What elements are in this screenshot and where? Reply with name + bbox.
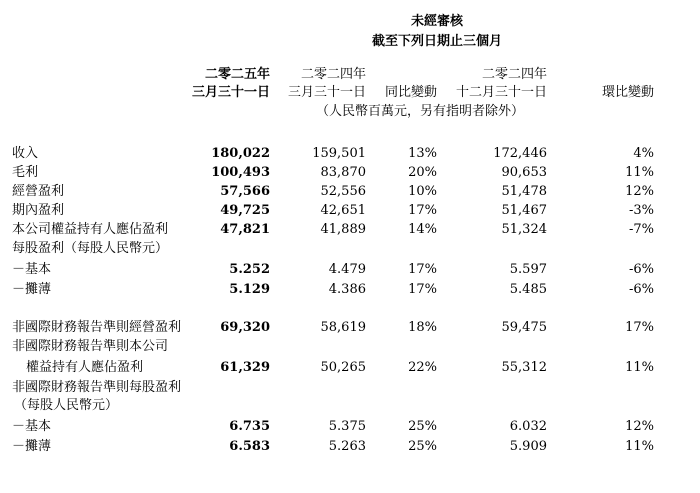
cell-q1-2024: 52,556 [320,184,366,199]
cell-q1-2024: 4.386 [328,282,366,297]
row-label: 本公司權益持有人應佔盈利 [12,222,169,237]
cell-yoy-change: 17% [408,282,437,297]
col2-header-line1: 二零二四年 [300,67,366,82]
table-row [0,398,700,414]
row-label: 非國際財務報告準則每股盈利 [12,380,182,395]
row-label: （每股人民幣元） [14,398,119,413]
cell-q4-2024: 90,653 [501,165,547,180]
row-label: 經營盈利 [12,184,65,199]
cell-q4-2024: 5.485 [509,282,547,297]
cell-q1-2025: 57,566 [220,184,270,199]
cell-yoy-change: 20% [408,165,437,180]
table-row [0,320,700,336]
row-label: －基本 [12,262,52,277]
table-row [0,419,700,435]
col2-header-line2: 三月三十一日 [287,85,366,100]
unaudited-heading: 未經審核 [410,14,464,29]
table-row [0,146,700,162]
cell-yoy-change: 17% [408,262,437,277]
cell-q1-2024: 5.263 [328,439,366,454]
cell-q1-2024: 41,889 [320,222,366,237]
table-row [0,222,700,238]
cell-q1-2025: 47,821 [220,222,270,237]
cell-q1-2024: 159,501 [312,146,366,161]
cell-qoq-change: 11% [625,360,654,375]
row-label: 每股盈利（每股人民幣元） [12,241,169,256]
table-row [0,241,700,257]
row-label: 非國際財務報告準則經營盈利 [12,320,182,335]
cell-q4-2024: 5.597 [509,262,547,277]
col1-header-line1: 二零二五年 [204,67,270,82]
row-label: －攤薄 [12,282,52,297]
cell-q1-2025: 180,022 [211,146,270,161]
cell-yoy-change: 14% [408,222,437,237]
unit-note: （人民幣百萬元，另有指明者除外） [315,104,525,119]
cell-qoq-change: 12% [625,419,654,434]
row-label: 期內盈利 [12,203,65,218]
col3-header: 同比變動 [384,85,437,100]
cell-qoq-change: 12% [625,184,654,199]
cell-q1-2025: 100,493 [211,165,270,180]
table-row [0,184,700,200]
row-label: 非國際財務報告準則本公司 [12,339,169,354]
cell-q1-2024: 42,651 [320,203,366,218]
cell-q4-2024: 51,467 [501,203,547,218]
table-row [0,203,700,219]
row-label: －攤薄 [12,439,52,454]
cell-q1-2025: 5.252 [229,262,270,277]
cell-q1-2025: 5.129 [229,282,270,297]
col4-header-line1: 二零二四年 [481,67,547,82]
cell-qoq-change: 17% [625,320,654,335]
table-row [0,165,700,181]
table-row [0,339,700,355]
cell-q1-2024: 83,870 [320,165,366,180]
row-label: 權益持有人應佔盈利 [26,360,144,375]
cell-yoy-change: 22% [408,360,437,375]
cell-q4-2024: 51,478 [501,184,547,199]
col1-header-line2: 三月三十一日 [191,85,270,100]
cell-q1-2024: 58,619 [320,320,366,335]
cell-q4-2024: 51,324 [501,222,547,237]
cell-qoq-change: 4% [633,146,654,161]
row-label: －基本 [12,419,52,434]
cell-q4-2024: 55,312 [501,360,547,375]
cell-q4-2024: 6.032 [509,419,547,434]
cell-q1-2025: 69,320 [220,320,270,335]
cell-qoq-change: -3% [628,203,654,218]
col4-header-line2: 十二月三十一日 [455,85,547,100]
cell-q1-2024: 50,265 [320,360,366,375]
cell-q4-2024: 172,446 [493,146,547,161]
cell-qoq-change: 11% [625,439,654,454]
cell-yoy-change: 18% [408,320,437,335]
col5-header: 環比變動 [601,85,654,100]
row-label: 收入 [12,146,39,161]
cell-qoq-change: 11% [625,165,654,180]
cell-q4-2024: 5.909 [509,439,547,454]
table-row [0,282,700,298]
cell-q1-2025: 6.735 [229,419,270,434]
cell-qoq-change: -6% [628,262,654,277]
cell-q1-2024: 5.375 [328,419,366,434]
row-label: 毛利 [12,165,39,180]
cell-yoy-change: 25% [408,419,437,434]
cell-qoq-change: -7% [628,222,654,237]
cell-yoy-change: 25% [408,439,437,454]
table-row [0,262,700,278]
table-row [0,360,700,376]
cell-yoy-change: 13% [408,146,437,161]
cell-q1-2024: 4.479 [328,262,366,277]
table-row [0,439,700,455]
cell-yoy-change: 17% [408,203,437,218]
cell-q1-2025: 49,725 [220,203,270,218]
cell-q4-2024: 59,475 [501,320,547,335]
cell-yoy-change: 10% [408,184,437,199]
cell-q1-2025: 6.583 [229,439,270,454]
table-row [0,380,700,396]
cell-qoq-change: -6% [628,282,654,297]
cell-q1-2025: 61,329 [220,360,270,375]
period-heading: 截至下列日期止三個月 [371,34,503,49]
